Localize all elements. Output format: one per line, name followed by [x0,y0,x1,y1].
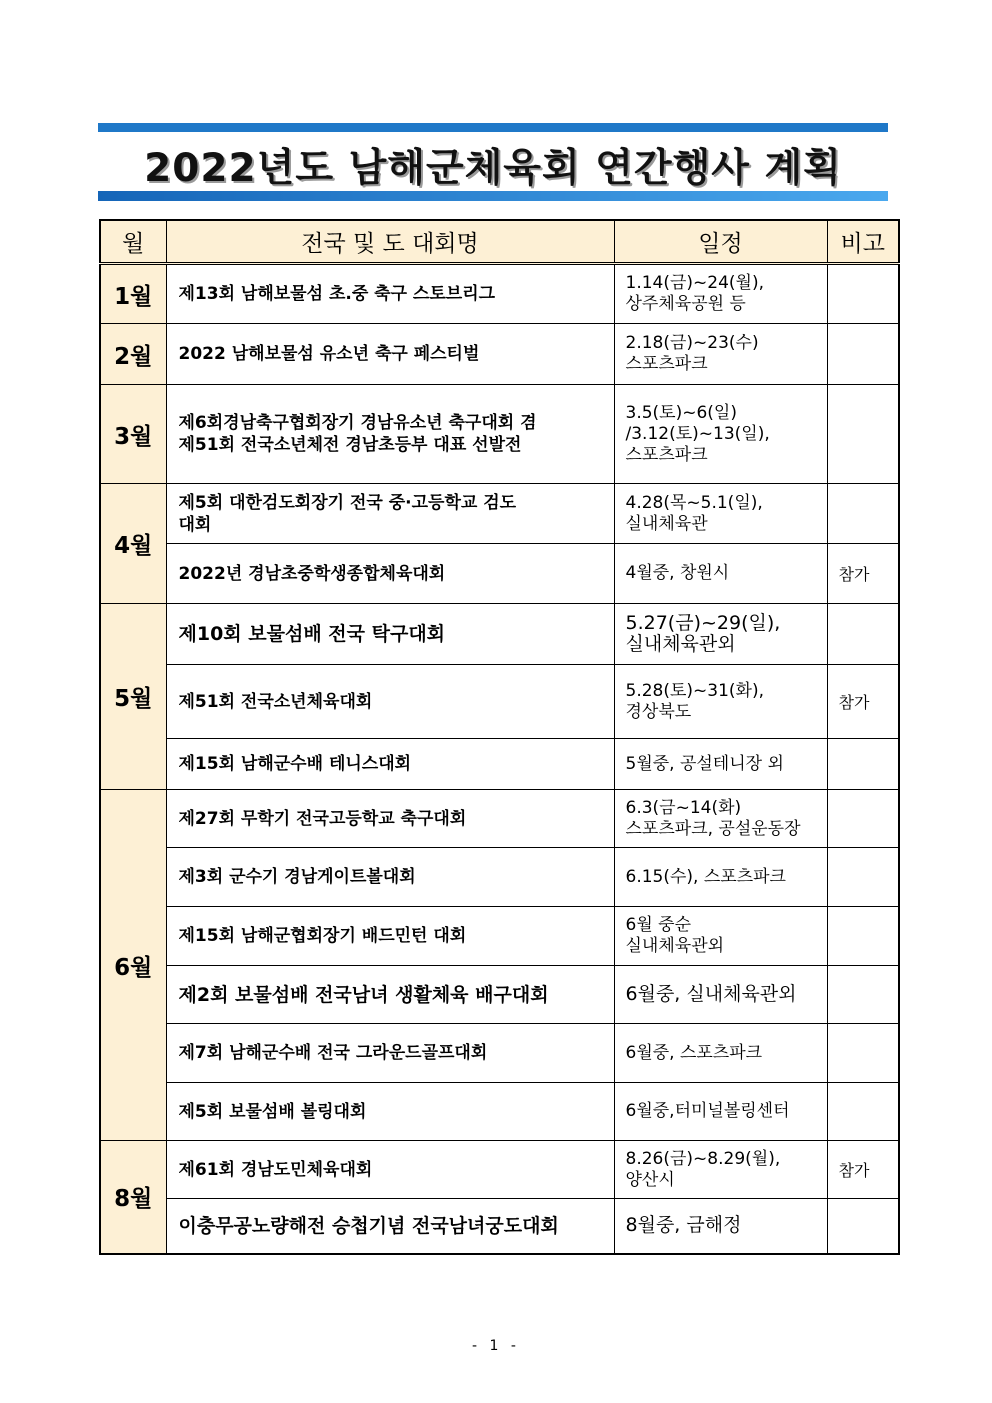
schedule-cell [614,665,827,739]
note-cell [827,790,899,848]
event-name: 제7회 남해군수배 전국 그라운드골프대회 [166,1024,614,1083]
schedule-line: 5.27(금)~29(일), [625,612,781,634]
page-title: 2022년도 남해군체육회 연간행사 계획 [144,146,842,191]
header-schedule: 일정 [614,220,827,264]
schedule-line: 2.18(금)~23(수) [625,333,759,353]
table-row [100,966,899,1024]
table-row [100,544,899,604]
event-name [166,385,614,484]
schedule-cell: 6.15(수), 스포츠파크 [614,848,827,907]
note-cell [827,848,899,907]
note-cell: 참가 [827,665,899,739]
note-cell [827,604,899,665]
note-cell [827,324,899,385]
event-schedule-table [99,219,900,1255]
note-cell [827,484,899,544]
table-row [100,848,899,907]
note-cell [827,1199,899,1254]
note-cell [827,966,899,1024]
note-cell [827,907,899,966]
schedule-line: 경상북도 [625,701,692,722]
schedule-line: 6월 중순 [625,915,691,935]
schedule-cell: 6월중, 실내체육관외 [614,966,827,1024]
page-number: - 1 - [472,1338,520,1354]
note-cell [827,1083,899,1141]
schedule-cell: 6월중,터미널볼링센터 [614,1083,827,1141]
schedule-cell [614,324,827,385]
month-cell: 2월 [100,324,166,385]
schedule-cell [614,1141,827,1199]
schedule-line: 양산시 [625,1169,675,1190]
month-cell: 3월 [100,385,166,484]
schedule-line: /3.12(토)~13(일), [625,423,770,444]
schedule-line: 4.28(목~5.1(일), [625,492,763,513]
schedule-cell [614,604,827,665]
schedule-cell [614,907,827,966]
schedule-cell: 6월중, 스포츠파크 [614,1024,827,1083]
event-name: 제13회 남해보물섬 초.중 축구 스토브리그 [166,264,614,324]
schedule-cell [614,484,827,544]
schedule-line: 실내체육관외 [625,936,725,956]
table-row [100,1141,899,1199]
schedule-cell: 4월중, 창원시 [614,544,827,604]
title-top-bar [98,123,888,132]
note-cell: 참가 [827,1141,899,1199]
event-name: 제61회 경남도민체육대회 [166,1141,614,1199]
note-cell [827,264,899,324]
table-row [100,385,899,484]
schedule-cell [614,264,827,324]
table-row [100,1083,899,1141]
schedule-cell: 5월중, 공설테니장 외 [614,739,827,790]
month-cell: 5월 [100,604,166,790]
table-row [100,907,899,966]
schedule-line: 실내체육관외 [625,633,736,655]
schedule-cell [614,790,827,848]
event-name: 제2회 보물섬배 전국남녀 생활체육 배구대회 [166,966,614,1024]
event-name: 제5회 보물섬배 볼링대회 [166,1083,614,1141]
header-event: 전국 및 도 대회명 [166,220,614,264]
schedule-line: 상주체육공원 등 [625,294,746,314]
schedule-line: 6.3(금~14(화) [625,797,742,818]
event-name: 제51회 전국소년체육대회 [166,665,614,739]
month-cell: 8월 [100,1141,166,1254]
schedule-line: 1.14(금)~24(월), [625,273,765,293]
event-line: 제51회 전국소년체전 경남초등부 대표 선발전 [178,435,522,455]
event-name: 제15회 남해군협회장기 배드민턴 대회 [166,907,614,966]
note-cell [827,739,899,790]
event-line: 대회 [178,514,212,535]
schedule-line: 3.5(토)~6(일) [625,402,737,423]
title-banner [98,123,888,203]
event-line: 제6회경남축구협회장기 경남유소년 축구대회 겸 [178,413,537,433]
schedule-line: 스포츠파크 [625,444,708,465]
note-cell [827,1024,899,1083]
event-name: 제10회 보물섬배 전국 탁구대회 [166,604,614,665]
event-name [166,484,614,544]
schedule-line: 실내체육관 [625,513,708,534]
event-name: 제3회 군수기 경남게이트볼대회 [166,848,614,907]
table-row [100,665,899,739]
table-row [100,1199,899,1254]
table-header-row [100,220,899,264]
schedule-cell: 8월중, 금해정 [614,1199,827,1254]
month-cell: 4월 [100,484,166,604]
title-bottom-bar [98,191,888,201]
table-row [100,739,899,790]
note-cell: 참가 [827,544,899,604]
event-name: 제27회 무학기 전국고등학교 축구대회 [166,790,614,848]
event-name: 제15회 남해군수배 테니스대회 [166,739,614,790]
month-cell: 6월 [100,790,166,1141]
event-name: 2022 남해보물섬 유소년 축구 페스티벌 [166,324,614,385]
table-row [100,324,899,385]
table-row [100,790,899,848]
event-name: 이충무공노량해전 승첩기념 전국남녀궁도대회 [166,1199,614,1254]
table-row [100,264,899,324]
header-note: 비고 [827,220,899,264]
header-month: 월 [100,220,166,264]
note-cell [827,385,899,484]
table-row [100,604,899,665]
schedule-line: 스포츠파크, 공설운동장 [625,818,801,839]
table-row [100,1024,899,1083]
event-line: 제5회 대한검도회장기 전국 중·고등학교 검도 [178,492,517,513]
month-cell: 1월 [100,264,166,324]
schedule-line: 8.26(금)~8.29(월), [625,1148,781,1169]
event-name: 2022년 경남초중학생종합체육대회 [166,544,614,604]
table-row [100,484,899,544]
schedule-cell [614,385,827,484]
schedule-line: 5.28(토)~31(화), [625,680,765,701]
schedule-line: 스포츠파크 [625,354,708,374]
